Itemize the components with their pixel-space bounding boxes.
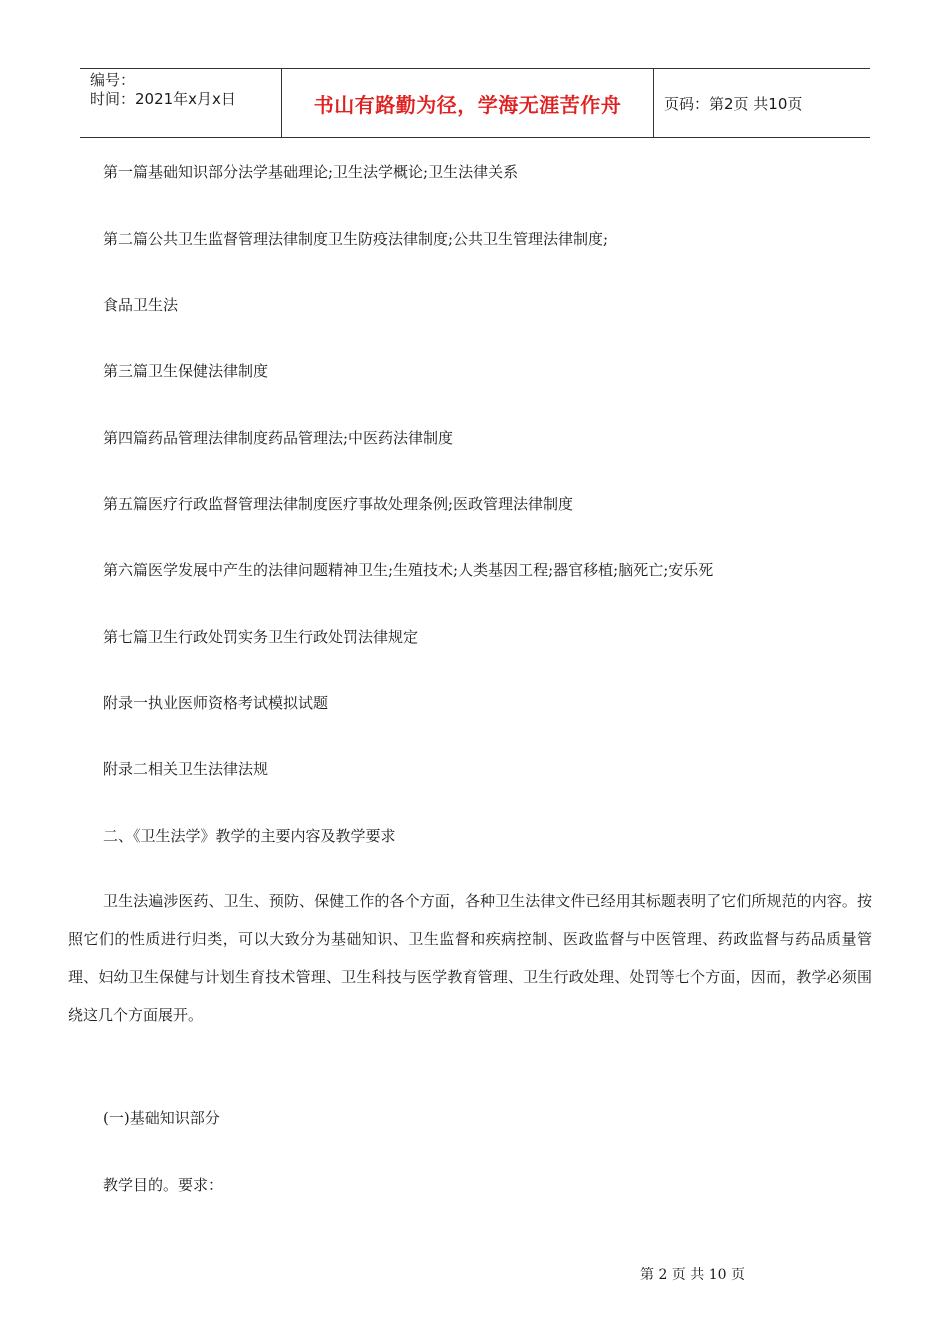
document-number-label: 编号： (90, 71, 136, 89)
header-page-info: 页码：第2页 共10页 (664, 94, 803, 113)
subsection-title: (一)基础知识部分 (103, 1109, 220, 1127)
toc-line-7: 第六篇医学发展中产生的法律问题精神卫生;生殖技术;人类基因工程;器官移植;脑死亡;安乐死 (103, 561, 714, 579)
appendix-line-1: 附录一执业医师资格考试模拟试题 (103, 694, 329, 712)
toc-line-1: 第一篇基础知识部分法学基础理论;卫生法学概论;卫生法律关系 (103, 163, 519, 181)
toc-line-3: 食品卫生法 (103, 296, 179, 314)
toc-line-4: 第三篇卫生保健法律制度 (103, 362, 269, 380)
toc-line-8: 第七篇卫生行政处罚实务卫生行政处罚法律规定 (103, 628, 419, 646)
section-heading: 二、《卫生法学》教学的主要内容及教学要求 (103, 827, 396, 845)
toc-line-5: 第四篇药品管理法律制度药品管理法;中医药法律制度 (103, 429, 454, 447)
document-date-label: 时间：2021年x月x日 (90, 90, 236, 108)
toc-line-2: 第二篇公共卫生监督管理法律制度卫生防疫法律制度;公共卫生管理法律制度; (103, 230, 609, 248)
page-footer: 第 2 页 共 10 页 (640, 1267, 745, 1283)
toc-line-6: 第五篇医疗行政监督管理法律制度医疗事故处理条例;医政管理法律制度 (103, 495, 574, 513)
body-paragraph: 卫生法遍涉医药、卫生、预防、保健工作的各个方面，各种卫生法律文件已经用其标题表明了它们所规范的内容。按照它们的性质进行归类，可以大致分为基础知识、卫生监督和疾病控制、医政监督与中医管理、药政监督与药品质量管理、妇幼卫生保健与计划生育技术管理、卫生科技与医学教育管理、卫生行政处理、处罚等七个方面，因而，教学必须围绕这几个方面展开。 (68, 892, 872, 1024)
header-motto: 书山有路勤为径，学海无涯苦作舟 (282, 69, 654, 137)
appendix-line-2: 附录二相关卫生法律法规 (103, 760, 269, 778)
header-meta (80, 69, 282, 137)
page-header (80, 68, 870, 138)
subsection-subtitle: 教学目的。要求： (103, 1176, 224, 1194)
